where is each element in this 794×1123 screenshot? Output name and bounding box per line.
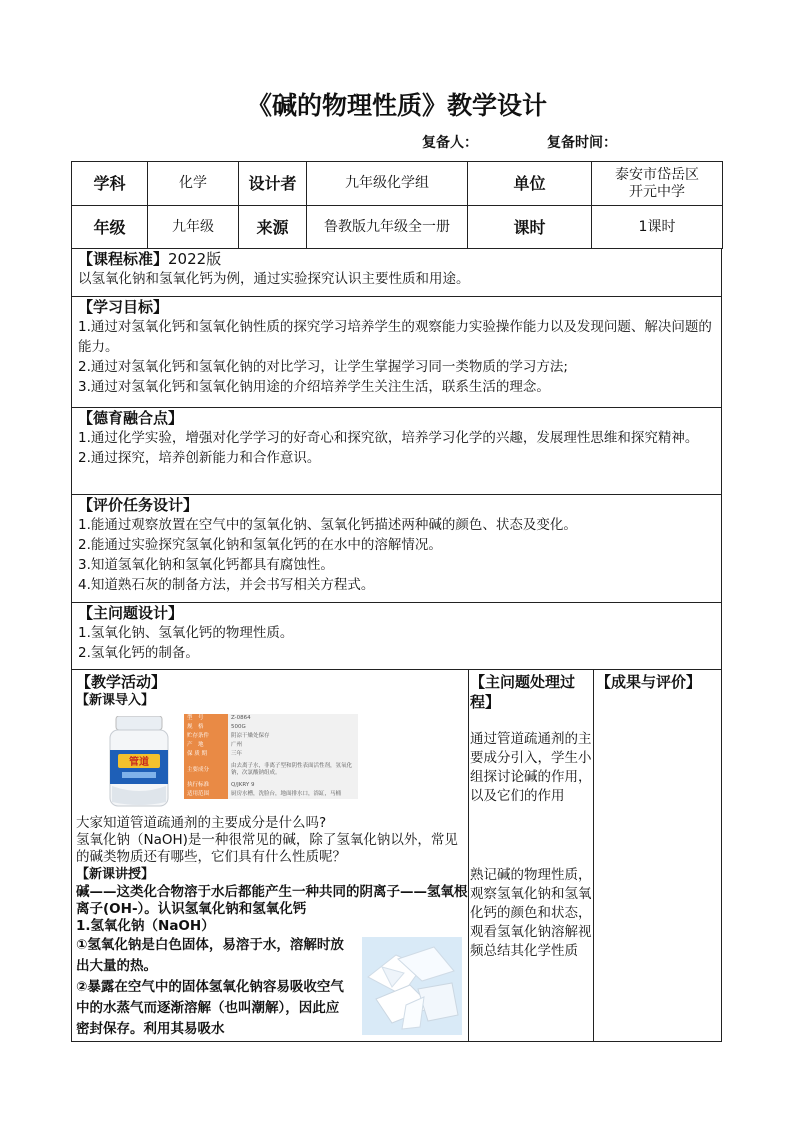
evaluation-section	[71, 495, 722, 603]
intro-question-1: 大家知道管道疏通剂的主要成分是什么吗?	[76, 815, 327, 831]
spec-value: 广州	[228, 741, 358, 750]
spec-row	[184, 741, 358, 750]
unit-line-1: 泰安市岱岳区	[615, 166, 699, 183]
spec-value: 阴凉干燥处保存	[228, 732, 358, 741]
spec-key: 保 质 期	[184, 750, 228, 759]
naoh-title: 1.氢氧化钠（NaOH）	[76, 918, 215, 934]
objective-item-1: 1.通过对氢氧化钙和氢氧化钠性质的探究学习培养学生的观察能力实验操作能力以及发现问题、解决问题的能力。	[78, 319, 712, 355]
spec-key: 贮存条件	[184, 732, 228, 741]
spec-value: 厨房水槽，洗脸台，地面排水口，浴缸，马桶	[228, 790, 358, 799]
product-photo-row	[76, 712, 468, 815]
naoh-flakes-image	[362, 937, 462, 1035]
source-value: 鲁教版九年级全一册	[307, 206, 468, 249]
process-text-1: 通过管道疏通剂的主要成分引入，学生小组探讨论碱的作用，以及它们的作用	[470, 731, 592, 804]
evaluation-item-4: 4.知道熟石灰的制备方法，并会书写相关方程式。	[78, 577, 375, 593]
spec-value: 500G	[228, 723, 358, 732]
subject-label: 学科	[72, 162, 148, 206]
moral-section	[71, 408, 722, 495]
spec-value: 三年	[228, 750, 358, 759]
column-divider	[468, 670, 469, 1041]
spec-row	[184, 790, 358, 799]
spec-value: Q/JKRY 9	[228, 781, 358, 790]
spec-key: 规 格	[184, 723, 228, 732]
drain-cleaner-jar-image	[108, 716, 170, 808]
evaluation-item-2: 2.能通过实验探究氢氧化钠和氢氧化钙的在水中的溶解情况。	[78, 537, 442, 553]
source-label: 来源	[239, 206, 307, 249]
intro-question-2: 氢氧化钠（NaOH)是一种很常见的碱，除了氢氧化钠以外，常见的碱类物质还有哪些，它们具有什么性质呢？	[76, 832, 458, 865]
main-question-section	[71, 603, 722, 670]
results-heading: 【成果与评价】	[596, 673, 702, 691]
naoh-property-2: ②暴露在空气中的固体氢氧化钠容易吸收空气中的水蒸气而逐渐溶解（也叫潮解），因此应密封保存。利用其易吸水	[76, 979, 344, 1037]
curriculum-text: 以氢氧化钠和氢氧化钙为例，通过实验探究认识主要性质和用途。	[78, 271, 470, 287]
spec-row	[184, 732, 358, 741]
grade-value: 九年级	[148, 206, 239, 249]
objective-item-3: 3.通过对氢氧化钙和氢氧化钠用途的介绍培养学生关注生活，联系生活的理念。	[78, 379, 550, 395]
spec-row	[184, 781, 358, 790]
unit-value	[592, 162, 723, 206]
activities-column	[76, 672, 468, 1040]
column-divider	[593, 670, 594, 1041]
base-definition: 碱——这类化合物溶于水后都能产生一种共同的阴离子——氢氧根离子(OH-）。认识氢氧化钠和氢氧化钙	[76, 884, 468, 917]
unit-line-2: 开元中学	[629, 183, 685, 200]
naoh-block	[76, 935, 468, 1040]
designer-label: 设计者	[239, 162, 307, 206]
moral-heading: 【德育融合点】	[78, 409, 184, 427]
hours-value: 1课时	[592, 206, 723, 249]
spec-row	[184, 723, 358, 732]
intro-heading: 【新课导入】	[76, 693, 155, 708]
main-question-item-2: 2.氢氧化钙的制备。	[78, 645, 199, 661]
product-spec-table	[184, 714, 358, 799]
curriculum-year: 2022版	[168, 250, 222, 268]
grade-label: 年级	[72, 206, 148, 249]
prepare-time-label: 复备时间：	[547, 135, 617, 151]
moral-item-1: 1.通过化学实验，增强对化学学习的好奇心和探究欲，培养学习化学的兴趣，发展理性思维和探究精神。	[78, 430, 699, 446]
page-title: 《碱的物理性质》教学设计	[246, 91, 547, 120]
spec-row	[184, 759, 358, 781]
evaluation-heading: 【评价任务设计】	[78, 496, 199, 514]
naoh-property-1: ①氢氧化钠是白色固体，易溶于水，溶解时放出大量的热。	[76, 937, 344, 974]
curriculum-heading: 【课程标准】	[78, 250, 169, 268]
main-question-item-1: 1.氢氧化钠、氢氧化钙的物理性质。	[78, 625, 294, 641]
evaluation-item-3: 3.知道氢氧化钠和氢氧化钙都具有腐蚀性。	[78, 557, 334, 573]
spec-row	[184, 750, 358, 759]
spec-row	[184, 714, 358, 723]
new-lesson-heading: 【新课讲授】	[76, 867, 155, 882]
main-question-heading: 【主问题设计】	[78, 604, 184, 622]
spec-key: 型 号	[184, 714, 228, 723]
evaluation-item-1: 1.能通过观察放置在空气中的氢氧化钠、氢氧化钙描述两种碱的颜色、状态及变化。	[78, 517, 577, 533]
spec-key: 主要成分	[184, 759, 228, 781]
spec-key: 适用范围	[184, 790, 228, 799]
unit-label: 单位	[468, 162, 592, 206]
spec-key: 产 地	[184, 741, 228, 750]
activities-heading: 【教学活动】	[76, 673, 167, 691]
process-text-2: 熟记碱的物理性质，观察氢氧化钠和氢氧化钙的颜色和状态，观看氢氧化钠溶解视频总结其化学性质	[470, 867, 592, 959]
curriculum-section	[71, 249, 722, 297]
jar-brand-text: 管道	[129, 757, 149, 768]
info-table	[71, 161, 723, 249]
spec-value: 由去离子水，非离子型和阴性表面活性剂，氢氧化钠，次氯酸钠组成。	[228, 759, 358, 781]
moral-item-2: 2.通过探究，培养创新能力和合作意识。	[78, 450, 321, 466]
subject-value: 化学	[148, 162, 239, 206]
objective-item-2: 2.通过对氢氧化钙和氢氧化钠的对比学习，让学生掌握学习同一类物质的学习方法;	[78, 359, 568, 375]
prepared-by-label: 复备人：	[422, 135, 478, 151]
objectives-section	[71, 297, 722, 408]
activities-table	[71, 670, 722, 1042]
results-column	[596, 672, 720, 692]
process-column	[470, 672, 592, 961]
process-heading: 【主问题处理过程】	[470, 673, 576, 711]
designer-value: 九年级化学组	[307, 162, 468, 206]
objectives-heading: 【学习目标】	[78, 298, 169, 316]
hours-label: 课时	[468, 206, 592, 249]
spec-key: 执行标准	[184, 781, 228, 790]
spec-value: Z-0864	[228, 714, 358, 723]
